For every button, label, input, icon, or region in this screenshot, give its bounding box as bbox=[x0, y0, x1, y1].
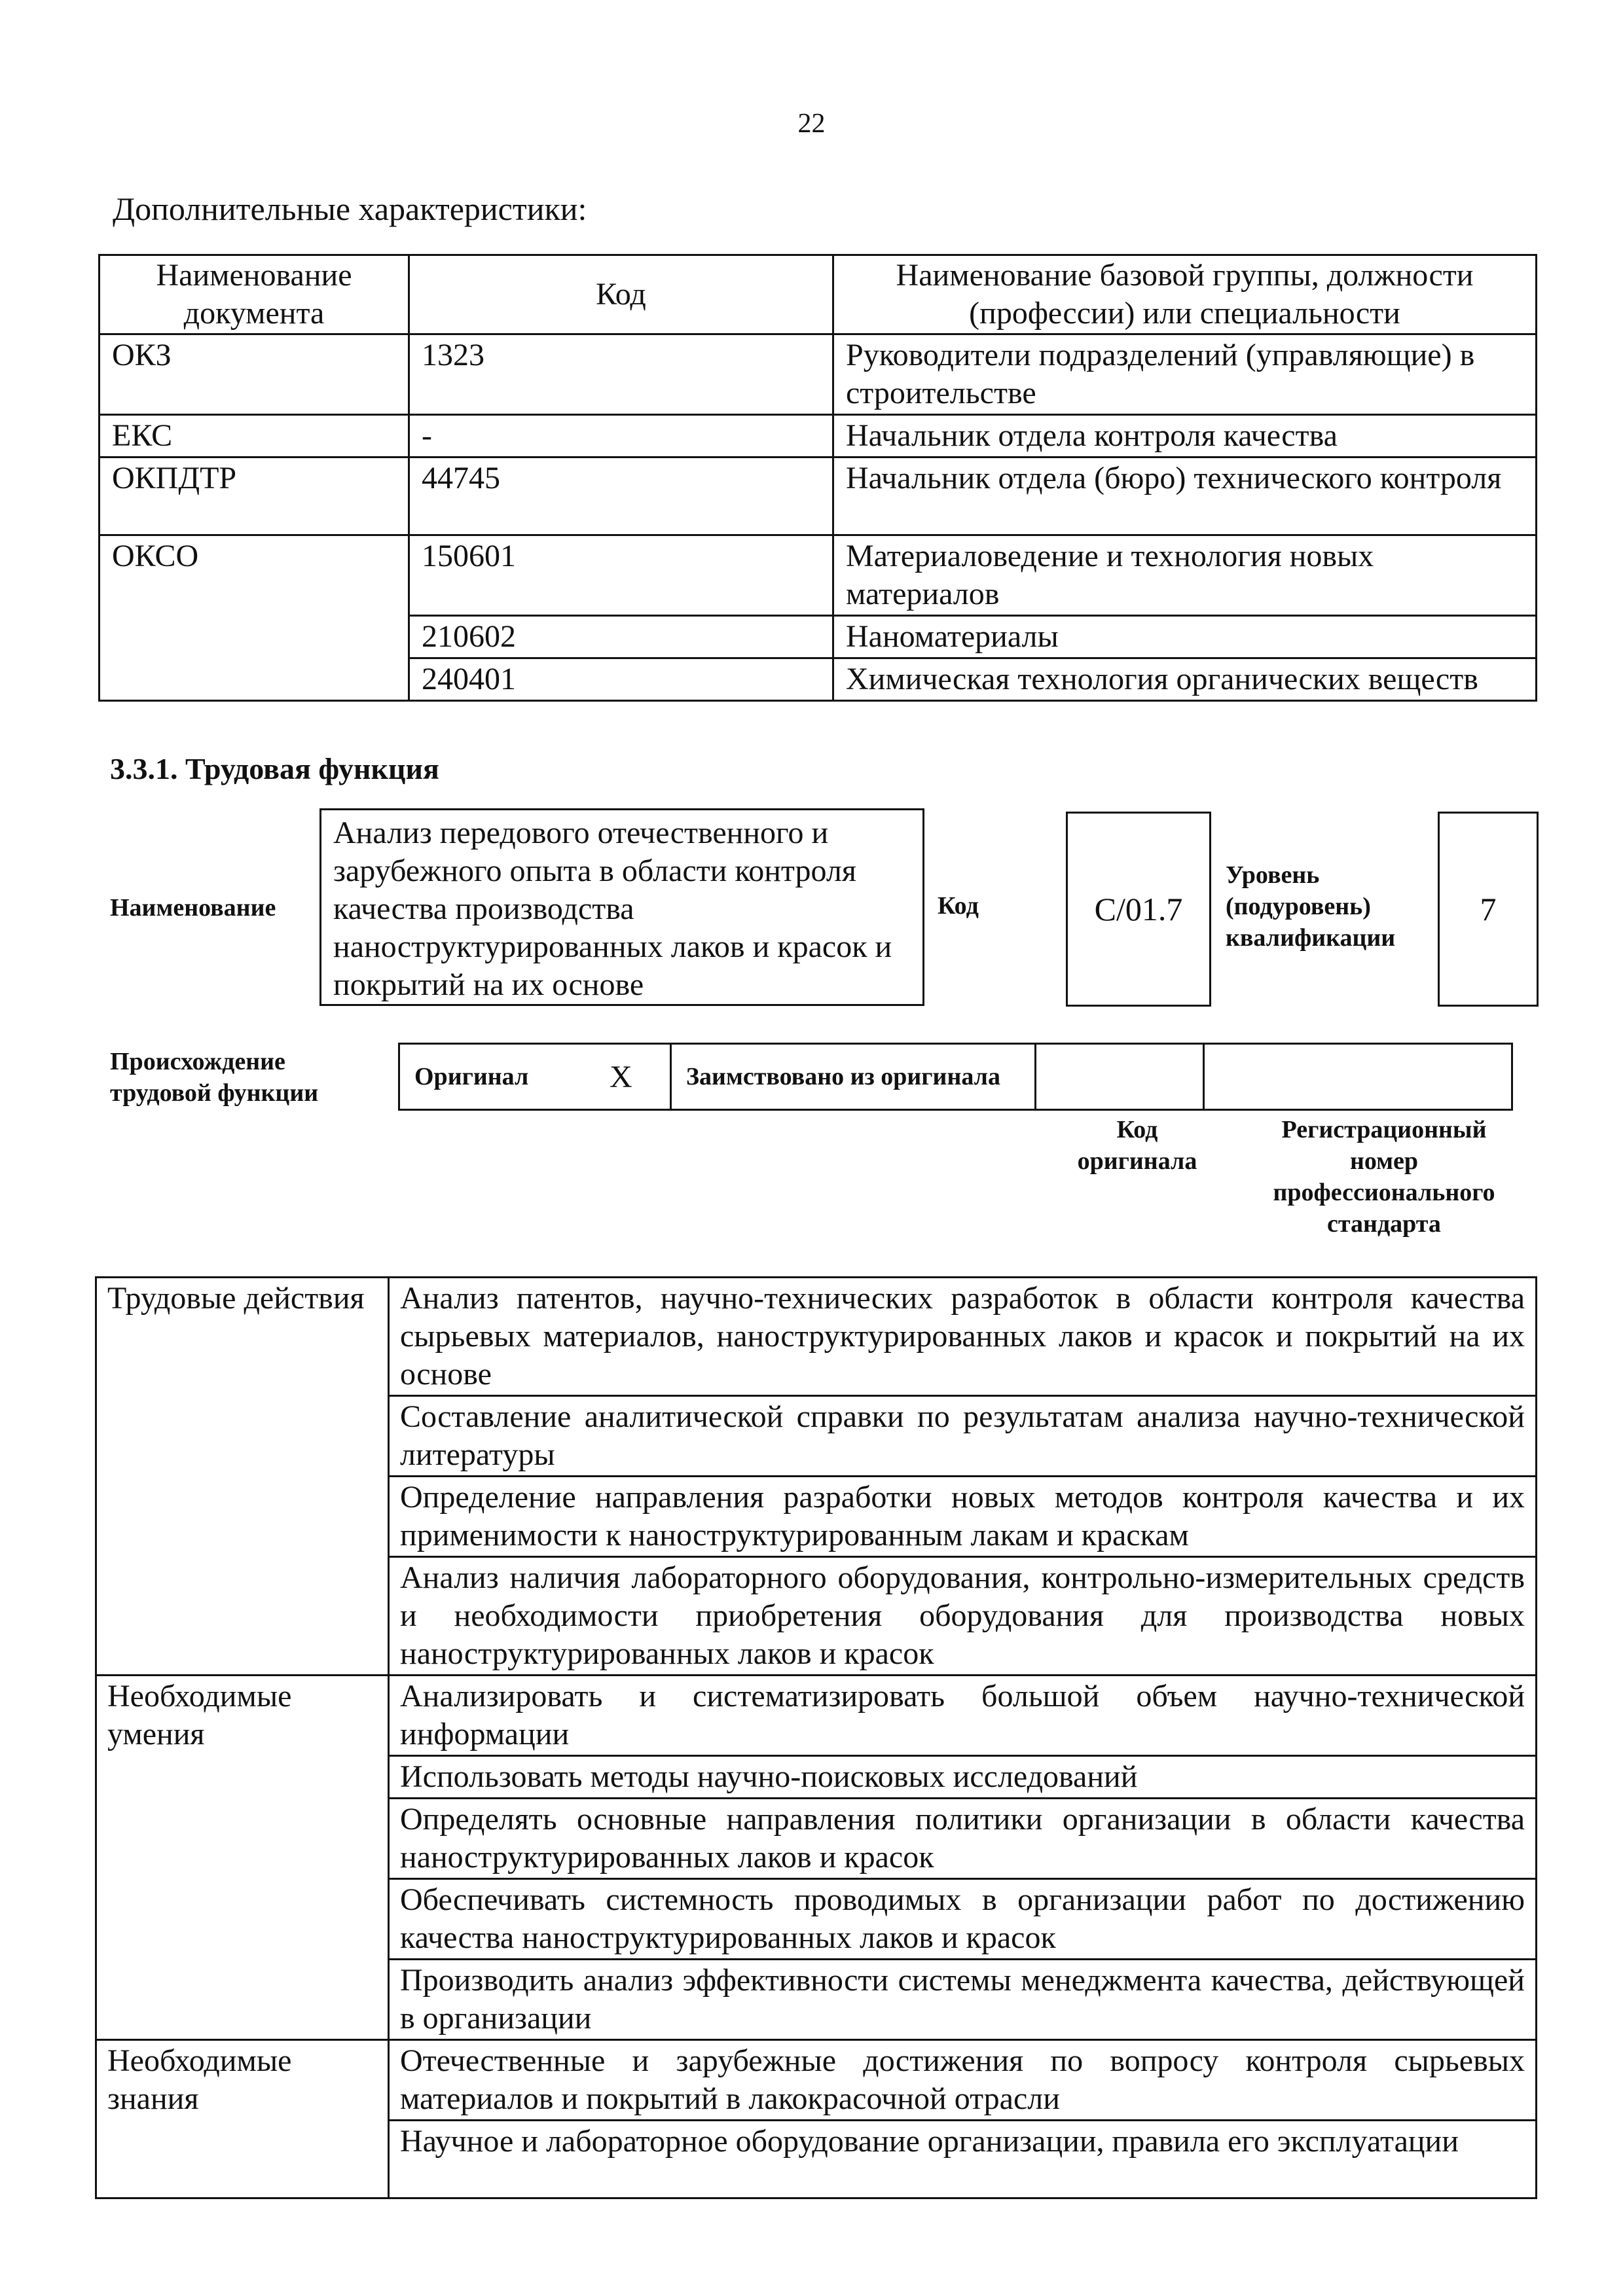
name-cell: Начальник отдела контроля качества bbox=[833, 415, 1537, 457]
caption-line: стандарта bbox=[1327, 1210, 1441, 1238]
code-cell: - bbox=[409, 415, 833, 457]
table-row bbox=[100, 334, 1537, 415]
column-header-document: Наименование документа bbox=[100, 255, 409, 334]
table-row bbox=[100, 415, 1537, 457]
skill-item: Использовать методы научно-поисковых исследований bbox=[389, 1756, 1537, 1799]
origin-label-line: трудовой функции bbox=[110, 1079, 319, 1107]
caption-line: номер bbox=[1349, 1147, 1419, 1175]
labor-action-item: Анализ наличия лабораторного оборудования, контрольно-измерительных средств и необходимости приобретения оборудования для производства новых наноструктурированных лаков и красок bbox=[389, 1557, 1537, 1676]
original-code-cell bbox=[1036, 1044, 1204, 1110]
table-header-row bbox=[100, 255, 1537, 334]
origin-label bbox=[110, 1046, 318, 1109]
origin-table bbox=[398, 1043, 1513, 1111]
table-row bbox=[100, 457, 1537, 535]
code-cell: 1323 bbox=[409, 334, 833, 415]
original-code-caption bbox=[1055, 1114, 1219, 1177]
labor-actions-label: Трудовые действия bbox=[96, 1278, 389, 1676]
registration-number-caption bbox=[1231, 1114, 1537, 1240]
skill-item: Определять основные направления политики организации в области качества наноструктурированных лаков и красок bbox=[389, 1799, 1537, 1879]
table-row bbox=[96, 1676, 1537, 1756]
labor-action-item: Анализ патентов, научно-технических разработок в области контроля качества сырьевых материалов, наноструктурированных лаков и красок и покрытий на их основе bbox=[389, 1278, 1537, 1396]
origin-row bbox=[399, 1044, 1512, 1110]
doc-cell: ОКЗ bbox=[100, 334, 409, 415]
label-line: Необходимые bbox=[107, 1679, 292, 1713]
table-row bbox=[96, 1278, 1537, 1396]
original-mark: X bbox=[595, 1044, 671, 1110]
name-cell: Материаловедение и технология новых материалов bbox=[833, 535, 1537, 616]
function-code-box: C/01.7 bbox=[1066, 812, 1211, 1007]
level-label-line: (подуровень) bbox=[1226, 893, 1371, 920]
label-line: умения bbox=[107, 1717, 205, 1751]
page-number: 22 bbox=[797, 109, 826, 139]
caption-line: Регистрационный bbox=[1281, 1116, 1487, 1143]
borrowed-label: Заимствовано из оригинала bbox=[671, 1044, 1036, 1110]
code-cell: 44745 bbox=[409, 457, 833, 535]
skill-item: Анализировать и систематизировать большой объем научно-технической информации bbox=[389, 1676, 1537, 1756]
name-cell: Наноматериалы bbox=[833, 616, 1537, 658]
name-cell: Начальник отдела (бюро) технического контроля bbox=[833, 457, 1537, 535]
level-label-line: квалификации bbox=[1226, 924, 1396, 952]
section-title: 3.3.1. Трудовая функция bbox=[110, 752, 439, 785]
doc-cell: ЕКС bbox=[100, 415, 409, 457]
doc-cell: ОКПДТР bbox=[100, 457, 409, 535]
function-name-label: Наименование bbox=[110, 894, 276, 922]
label-line: знания bbox=[107, 2081, 199, 2116]
code-cell: 210602 bbox=[409, 616, 833, 658]
additional-characteristics-heading: Дополнительные характеристики: bbox=[113, 190, 587, 227]
required-skills-label bbox=[96, 1676, 389, 2040]
caption-line: Код bbox=[1116, 1116, 1158, 1143]
code-cell: 150601 bbox=[409, 535, 833, 616]
function-name-box: Анализ передового отечественного и зарубежного опыта в области контроля качества производства наноструктурированных лаков и красок и покрытий на их основе bbox=[319, 808, 924, 1006]
additional-characteristics-table bbox=[98, 254, 1537, 702]
labor-action-item: Определение направления разработки новых методов контроля качества и их применимости к наноструктурированным лакам и краскам bbox=[389, 1477, 1537, 1557]
table-row bbox=[100, 535, 1537, 616]
function-code-label: Код bbox=[938, 892, 979, 920]
skill-item: Обеспечивать системность проводимых в организации работ по достижению качества наноструктурированных лаков и красок bbox=[389, 1879, 1537, 1960]
column-header-name: Наименование базовой группы, должности (профессии) или специальности bbox=[833, 255, 1537, 334]
column-header-code: Код bbox=[409, 255, 833, 334]
code-cell: 240401 bbox=[409, 658, 833, 701]
name-cell: Руководители подразделений (управляющие) в строительстве bbox=[833, 334, 1537, 415]
origin-label-line: Происхождение bbox=[110, 1048, 285, 1075]
original-label: Оригинал bbox=[399, 1044, 596, 1110]
knowledge-item: Отечественные и зарубежные достижения по вопросу контроля сырьевых материалов и покрытий в лакокрасочной отрасли bbox=[389, 2040, 1537, 2121]
knowledge-item: Научное и лабораторное оборудование организации, правила его эксплуатации bbox=[389, 2121, 1537, 2198]
table-row bbox=[96, 2040, 1537, 2121]
qualification-level-box: 7 bbox=[1438, 812, 1539, 1007]
skill-item: Производить анализ эффективности системы менеджмента качества, действующей в организации bbox=[389, 1960, 1537, 2040]
doc-cell: ОКСО bbox=[100, 535, 409, 701]
caption-line: профессионального bbox=[1273, 1179, 1495, 1206]
labor-functions-table bbox=[95, 1276, 1537, 2199]
level-label-line: Уровень bbox=[1226, 861, 1320, 889]
required-knowledge-label bbox=[96, 2040, 389, 2198]
label-line: Необходимые bbox=[107, 2043, 292, 2078]
name-cell: Химическая технология органических веществ bbox=[833, 658, 1537, 701]
qualification-level-label bbox=[1226, 859, 1395, 954]
caption-line: оригинала bbox=[1077, 1147, 1197, 1175]
registration-number-cell bbox=[1204, 1044, 1512, 1110]
labor-action-item: Составление аналитической справки по результатам анализа научно-технической литературы bbox=[389, 1396, 1537, 1477]
